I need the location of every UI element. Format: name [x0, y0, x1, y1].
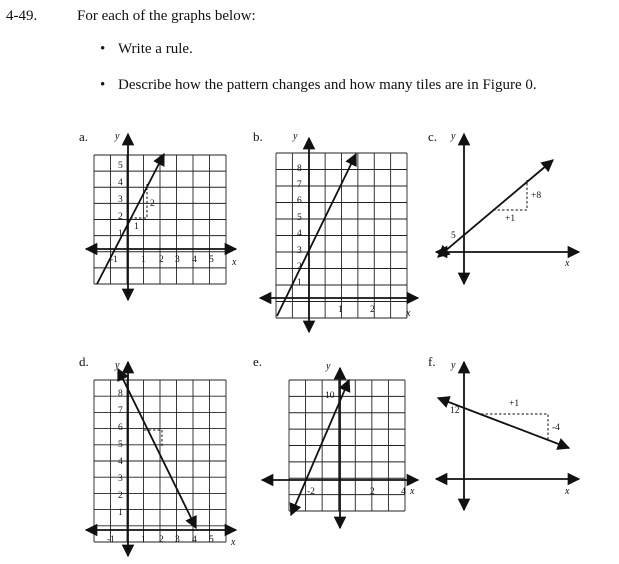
graph-e-xtick: -2 — [307, 487, 315, 497]
graph-a-xtick: 1 — [141, 255, 146, 265]
graph-d-ytick: 8 — [118, 389, 123, 399]
bullet-icon: • — [100, 41, 106, 57]
graph-b-ytick: 8 — [297, 164, 302, 174]
graph-d — [79, 354, 236, 556]
graph-a — [79, 129, 237, 300]
instruction-text-1: Write a rule. — [118, 41, 193, 57]
graph-d-xtick: 2 — [159, 535, 164, 545]
bullet-icon: • — [100, 77, 106, 93]
graph-c-rise-label: +8 — [531, 191, 542, 201]
graph-a-step-label: 2 — [150, 199, 155, 209]
graph-f-x-axis-label: x — [565, 486, 570, 497]
graph-e — [253, 354, 418, 528]
graph-d-x-axis-label: x — [231, 537, 236, 548]
graph-f-rise-label: -4 — [552, 423, 560, 433]
graph-b-ytick: 4 — [297, 229, 302, 239]
graph-a-xtick: 2 — [159, 255, 164, 265]
graph-d-ytick: 3 — [118, 474, 123, 484]
graph-b-ytick: 5 — [297, 213, 302, 223]
graph-d-ytick: 2 — [118, 491, 123, 501]
graph-a-line — [97, 154, 164, 284]
graph-c-run-label: +1 — [505, 214, 516, 224]
problem-prompt: For each of the graphs below: — [77, 8, 256, 24]
graph-a-ytick: 4 — [118, 178, 123, 188]
graph-b-ytick: 7 — [297, 180, 302, 190]
graph-b-xtick: 2 — [370, 305, 375, 315]
graph-b-grid — [276, 153, 407, 318]
graph-b-label: b. — [253, 129, 263, 144]
graph-d-xtick: 4 — [192, 535, 197, 545]
graph-a-xtick: 3 — [175, 255, 180, 265]
graph-b-ytick: 1 — [297, 278, 302, 288]
graph-d-ytick: 1 — [118, 508, 123, 518]
graph-b-x-axis-label: x — [406, 308, 411, 319]
graph-d-xtick: 3 — [175, 535, 180, 545]
graph-a-ytick: 1 — [118, 229, 123, 239]
graph-a-xtick: -1 — [110, 255, 118, 265]
graph-d-ytick: 6 — [118, 423, 123, 433]
graph-a-slope-triangle — [130, 184, 147, 218]
graph-c-y-axis-label: y — [451, 131, 456, 142]
graph-f-y-axis-label: y — [451, 360, 456, 371]
graph-c-label: c. — [428, 129, 438, 144]
graph-b-xtick: 1 — [338, 305, 343, 315]
graph-b-ytick: 6 — [297, 196, 302, 206]
graph-f-run-label: +1 — [509, 399, 520, 409]
graph-d-ytick: 7 — [118, 406, 123, 416]
graph-d-line — [118, 369, 196, 528]
graph-b-ytick: 3 — [297, 246, 302, 256]
graph-d-xtick: 5 — [209, 535, 214, 545]
graph-c-y-intercept: 5 — [451, 231, 456, 241]
graph-e-ytick: 10 — [325, 391, 335, 401]
graph-d-y-axis-label: y — [115, 360, 120, 371]
graph-a-xtick: 5 — [209, 255, 214, 265]
graph-d-grid — [94, 380, 226, 542]
graph-f-label: f. — [428, 354, 436, 369]
graph-d-xtick: -1 — [107, 535, 115, 545]
graph-b-line — [277, 154, 356, 316]
graph-b-y-axis-label: y — [293, 131, 298, 142]
graph-b — [253, 129, 418, 332]
instruction-text-2: Describe how the pattern changes and how many tiles are in Figure 0. — [118, 77, 537, 93]
graph-a-xtick: 4 — [192, 255, 197, 265]
graph-c-x-axis-label: x — [565, 258, 570, 269]
graph-d-ytick: 4 — [118, 457, 123, 467]
graph-f — [428, 354, 579, 510]
graph-a-x-axis-label: x — [232, 257, 237, 268]
graph-c-line — [438, 160, 553, 257]
graph-a-step-label: 1 — [134, 222, 139, 232]
graph-d-ytick: 5 — [118, 440, 123, 450]
graph-d-label: d. — [79, 354, 89, 369]
graph-e-x-axis-label: x — [410, 486, 415, 497]
graph-a-y-axis-label: y — [115, 131, 120, 142]
graph-f-y-intercept: 12 — [450, 406, 460, 416]
graph-c — [428, 129, 579, 284]
graph-a-label: a. — [79, 129, 89, 144]
graph-e-y-axis-label: y — [326, 361, 331, 372]
graph-a-ytick: 3 — [118, 195, 123, 205]
problem-number: 4-49. — [6, 8, 38, 24]
graph-a-ytick: 2 — [118, 212, 123, 222]
graph-a-ytick: 5 — [118, 161, 123, 171]
graph-e-xtick: 4 — [401, 487, 406, 497]
graph-e-label: e. — [253, 354, 263, 369]
graph-b-ytick: 2 — [297, 262, 302, 272]
graph-d-xtick: 1 — [141, 535, 146, 545]
graph-e-xtick: 2 — [370, 487, 375, 497]
